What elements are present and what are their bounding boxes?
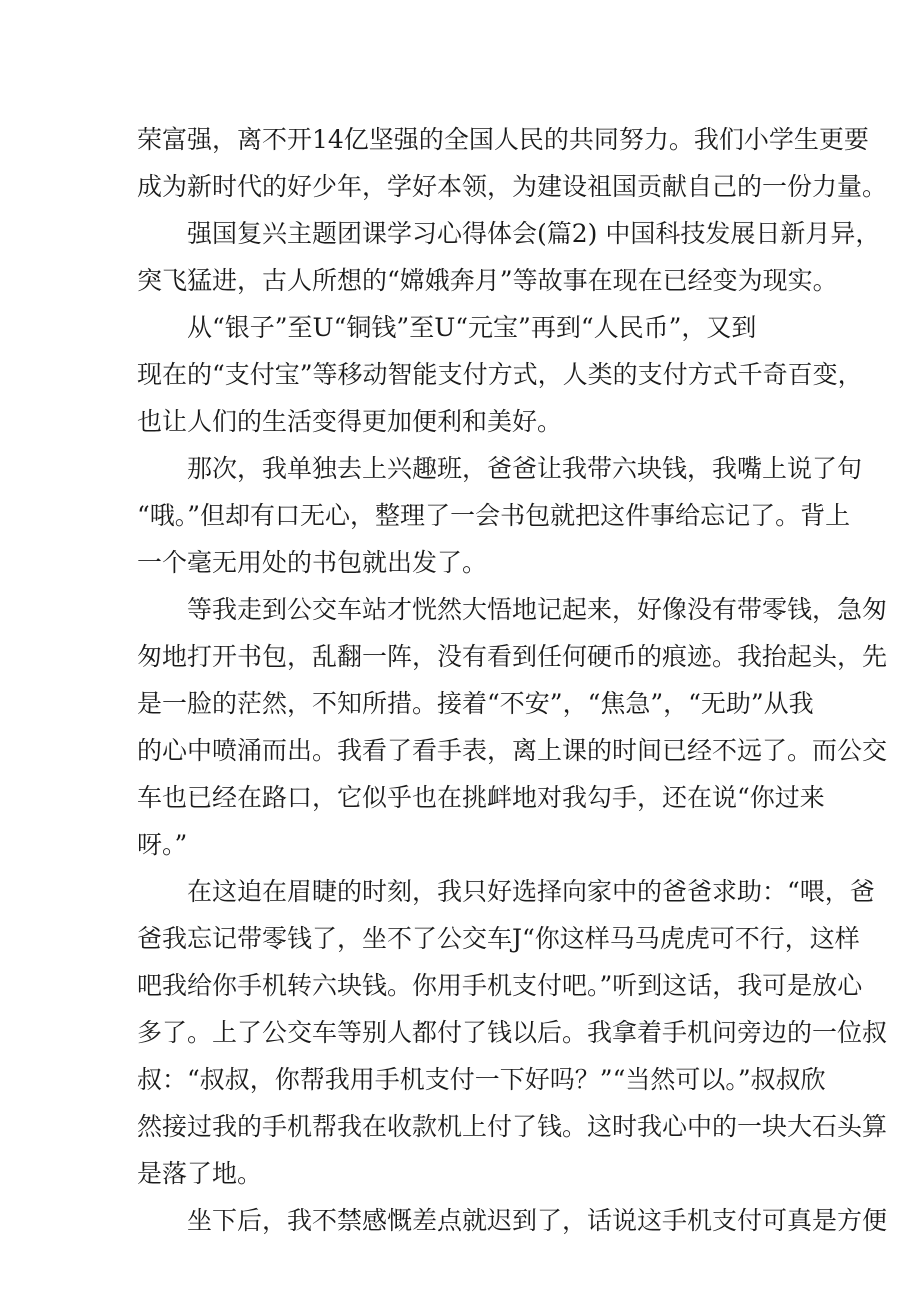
paragraph [137,586,888,868]
text-line: 的心中喷涌而出。我看了看手表，离上课的时间已经不远了。而公交 [137,736,888,765]
paragraph [137,1197,888,1244]
paragraph [137,868,888,1197]
text-line: 也让人们的生活变得更加便利和美好。 [137,407,563,436]
text-line: 匆地打开书包，乱翻一阵，没有看到任何硬币的痕迹。我抬起头，先 [137,642,888,671]
text-line: 爸我忘记带零钱了，坐不了公交车J“你这样马马虎虎可不行，这样 [137,924,860,953]
text-line: 车也已经在路口，它似乎也在挑衅地对我勾手，还在说“你过来 [137,783,825,812]
text-line: 呀。” [137,830,188,859]
text-line: “哦。”但却有口无心，整理了一会书包就把这件事给忘记了。背上 [137,501,851,530]
text-line: 多了。上了公交车等别人都付了钱以后。我拿着手机问旁边的一位叔 [137,1018,888,1047]
paragraph [137,116,888,210]
text-line: 荣富强，离不开14亿坚强的全国人民的共同努力。我们小学生更要 [137,125,869,154]
text-line: 吧我给你手机转六块钱。你用手机支付吧。”听到这话，我可是放心 [137,971,863,1000]
text-line: 突飞猛进，古人所想的“嫦娥奔月”等故事在现在已经变为现实。 [137,266,838,295]
text-line: 强国复兴主题团课学习心得体会(篇2) 中国科技发展日新月异， [137,219,881,248]
text-line: 是一脸的茫然，不知所措。接着“不安”，“焦急”，“无助”从我 [137,689,814,718]
paragraph [137,210,881,304]
text-line: 然接过我的手机帮我在收款机上付了钱。这时我心中的一块大石头算 [137,1112,888,1141]
text-line: 现在的“支付宝”等移动智能支付方式，人类的支付方式千奇百变， [137,360,863,389]
text-line: 叔：“叔叔，你帮我用手机支付一下好吗？”“当然可以。”叔叔欣 [137,1065,826,1094]
text-line: 坐下后，我不禁感慨差点就迟到了，话说这手机支付可真是方便 [137,1206,888,1235]
document-body [137,116,888,1244]
text-line: 一个毫无用处的书包就出发了。 [137,548,488,577]
paragraph [137,304,863,445]
text-line: 等我走到公交车站才恍然大悟地记起来，好像没有带零钱，急匆 [137,595,888,624]
text-line: 那次，我单独去上兴趣班，爸爸让我带六块钱，我嘴上说了句 [137,454,863,483]
text-line: 在这迫在眉睫的时刻，我只好选择向家中的爸爸求助：“喂，爸 [137,877,875,906]
text-line: 是落了地。 [137,1159,263,1188]
text-line: 从“银子”至U“铜钱”至U“元宝”再到“人民币”，又到 [137,313,757,342]
paragraph [137,445,863,586]
text-line: 成为新时代的好少年，学好本领，为建设祖国贡献自己的一份力量。 [137,172,888,201]
